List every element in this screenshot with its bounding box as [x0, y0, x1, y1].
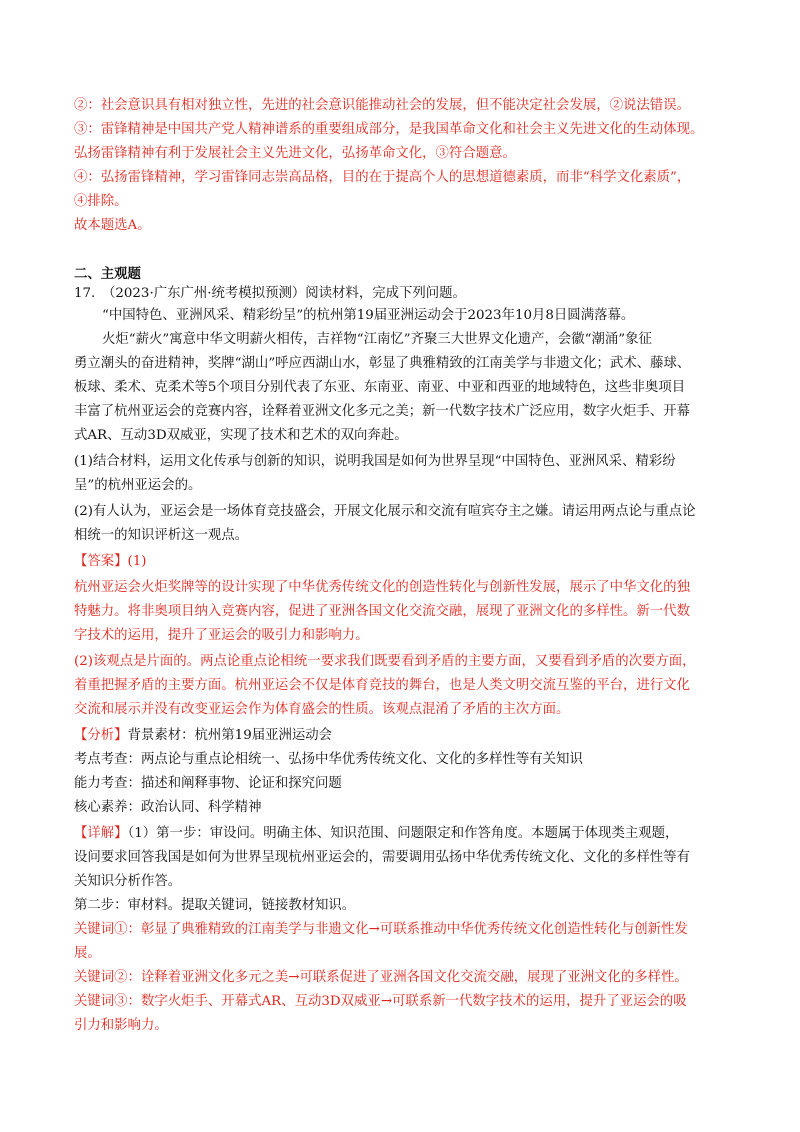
answer-2-line-2: 着重把握矛盾的主要方面。杭州亚运会不仅是体育竞技的舞台，也是人类文明交流互鉴的平台，进行文化	[74, 678, 690, 693]
answer-1-line-1: 杭州亚运会火炬奖牌等的设计实现了中华优秀传统文化的创造性转化与创新性发展，展示了中华文化的独	[74, 580, 690, 595]
analysis-suyang: 核心素养：政治认同、科学精神	[74, 800, 262, 815]
question-2-line-1: (2)有人认为，亚运会是一场体育竞技盛会，开展文化展示和交流有喧宾夺主之嫌。请运用两点论与重点论	[74, 504, 696, 519]
keyword-1-line-2: 展。	[74, 946, 101, 961]
material-line-4: 板球、柔术、克柔术等5个项目分别代表了东亚、东南亚、南亚、中亚和西亚的地域特色，这些非奥项目	[74, 380, 686, 395]
detail-step-2: 第二步：审材料。提取关键词，链接教材知识。	[74, 898, 356, 913]
prev-answer-point-2: ②：社会意识具有相对独立性，先进的社会意识能推动社会的发展，但不能决定社会发展，②说法错误。	[74, 98, 690, 113]
keyword-2: 关键词②：诠释着亚洲文化多元之美→可联系促进了亚洲各国文化交流交融，展现了亚洲文化的多样性。	[74, 970, 688, 985]
prev-answer-point-3-line-1: ③：雷锋精神是中国共产党人精神谱系的重要组成部分，是我国革命文化和社会主义先进文化的生动体现。	[74, 122, 704, 137]
keyword-1-line-1: 关键词①：彰显了典雅精致的江南美学与非遗文化→可联系推动中华优秀传统文化创造性转化与创新性发	[74, 922, 688, 937]
answer-1-line-3: 字技术的运用，提升了亚运会的吸引力和影响力。	[74, 628, 369, 643]
answer-2-line-1: (2)该观点是片面的。两点论重点论相统一要求我们既要看到矛盾的主要方面，又要看到矛盾的次要方面，	[74, 654, 696, 669]
question-1-line-1: (1)结合材料，运用文化传承与创新的知识，说明我国是如何为世界呈现“中国特色、亚洲风采、精彩纷	[74, 454, 676, 469]
detail-text-1: （1）第一步：审设问。明确主体、知识范围、问题限定和作答角度。本题属于体现类主观题，	[127, 826, 679, 841]
material-line-1: “中国特色、亚洲风采、精彩纷呈”的杭州第19届亚洲运动会于2023年10月8日圆满落幕。	[102, 308, 635, 323]
answer-label: 【答案】(1)	[74, 554, 147, 569]
keyword-3-line-2: 引力和影响力。	[74, 1018, 168, 1033]
answer-2-line-3: 交流和展示并没有改变亚运会作为体育盛会的性质。该观点混淆了矛盾的主次方面。	[74, 702, 570, 717]
detail-line-2: 设问要求回答我国是如何为世界呈现杭州亚运会的，需要调用弘扬中华优秀传统文化、文化的多样性等有	[74, 850, 690, 865]
analysis-label: 【分析】	[74, 728, 128, 743]
answer-1-line-2: 特魅力。将非奥项目纳入竞赛内容，促进了亚洲各国文化交流交融，展现了亚洲文化的多样性。新一代数	[74, 604, 690, 619]
prev-answer-point-3-line-2: 弘扬雷锋精神有利于发展社会主义先进文化，弘扬革命文化，③符合题意。	[74, 146, 516, 161]
material-line-2: 火炬“薪火”寓意中华文明薪火相传，吉祥物“江南忆”齐聚三大世界文化遗产，会徽“潮涌”象征	[102, 332, 652, 347]
keyword-3-line-1: 关键词③：数字火炬手、开幕式AR、互动3D双威亚→可联系新一代数字技术的运用，提升了亚运会的吸	[74, 994, 687, 1009]
question-stem: 17. （2023·广东广州·统考模拟预测）阅读材料，完成下列问题。	[74, 286, 466, 301]
detail-line-3: 关知识分析作答。	[74, 874, 182, 889]
detail-line-1	[74, 824, 678, 844]
question-2-line-2: 相统一的知识评析这一观点。	[74, 528, 249, 543]
analysis-kaodian: 考点考查：两点论与重点论相统一、弘扬中华优秀传统文化、文化的多样性等有关知识	[74, 752, 583, 767]
prev-answer-point-4-line-2: ④排除。	[74, 194, 128, 209]
analysis-line	[74, 726, 332, 746]
material-line-5: 丰富了杭州亚运会的竞赛内容，诠释着亚洲文化多元之美；新一代数字技术广泛应用，数字火炬手、开幕	[74, 404, 690, 419]
material-line-3: 勇立潮头的奋进精神，奖牌“湖山”呼应西湖山水，彰显了典雅精致的江南美学与非遗文化；武术、藤球、	[74, 356, 691, 371]
section-heading: 二、主观题	[74, 266, 141, 282]
prev-answer-conclusion: 故本题选A。	[74, 218, 151, 233]
question-1-line-2: 呈”的杭州亚运会的。	[74, 478, 202, 493]
detail-label: 【详解】	[74, 826, 128, 841]
analysis-background: 背景素材：杭州第19届亚洲运动会	[127, 728, 333, 743]
prev-answer-point-4-line-1: ④：弘扬雷锋精神，学习雷锋同志崇高品格，目的在于提高个人的思想道德素质，而非“科学文化素质”，	[74, 170, 691, 185]
analysis-nengli: 能力考查：描述和阐释事物、论证和探究问题	[74, 776, 342, 791]
material-line-6: 式AR、互动3D双威亚，实现了技术和艺术的双向奔赴。	[74, 428, 408, 443]
